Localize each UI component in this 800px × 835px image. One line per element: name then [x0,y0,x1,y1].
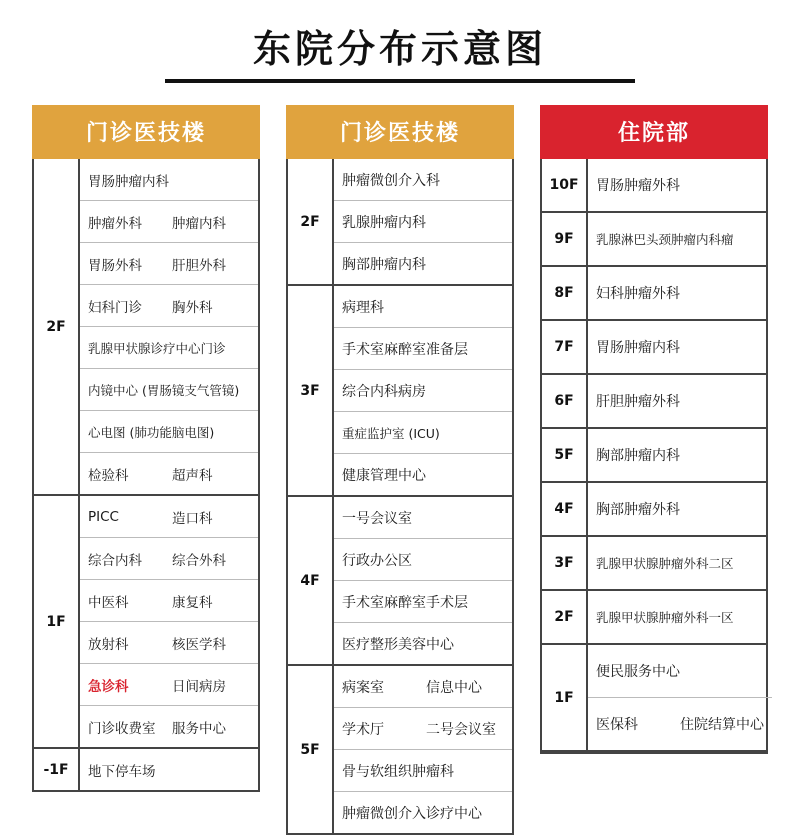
department-row[interactable] [80,496,258,538]
floor-label: 6F [542,375,588,427]
department-name: 乳腺淋巴头颈肿瘤内科瘤 [596,232,734,247]
department-name-secondary: 胸外科 [172,299,213,316]
floor-label: 1F [34,496,80,747]
department-row[interactable] [588,698,772,750]
floor-label: 3F [288,286,334,495]
floor-label: 4F [542,483,588,535]
department-row[interactable] [80,664,258,706]
department-name: 胃肠外科 [88,257,142,274]
floor-rows [334,497,512,664]
department-name: 急诊科 [88,678,129,695]
department-row[interactable] [80,749,258,790]
floor-group [34,496,258,749]
department-name-secondary: 造口科 [172,510,213,527]
department-row[interactable] [334,708,512,750]
floor-label: 9F [542,213,588,265]
department-name-secondary: 二号会议室 [426,721,496,738]
floor-rows [80,496,258,747]
column-header: 门诊医技楼 [286,105,514,159]
department-name: 重症监护室 (ICU) [342,425,440,441]
department-name: 病案室 [342,679,384,696]
department-row[interactable] [334,581,512,623]
department-name-secondary: 核医学科 [172,636,226,653]
department-row[interactable] [80,622,258,664]
floor-label: 1F [542,645,588,750]
floor-rows [588,429,766,481]
department-name: 妇科门诊 [88,299,142,316]
page-title: 东院分布示意图 [252,27,547,71]
floor-group [542,375,766,429]
department-name: 胸部肿瘤内科 [342,256,426,273]
department-row[interactable] [80,411,258,453]
floor-label: -1F [34,749,80,790]
floor-rows [334,159,512,284]
department-name-secondary: 综合外科 [172,552,226,569]
column-body [540,159,768,754]
floor-label: 7F [542,321,588,373]
column-header: 住院部 [540,105,768,159]
department-name: 病理科 [342,299,384,316]
department-name: 行政办公区 [342,552,412,569]
col-outpatient-2 [286,105,514,835]
floor-label: 2F [34,159,80,494]
department-row[interactable] [80,243,258,285]
department-name: 肝胆肿瘤外科 [596,394,680,410]
department-name: 手术室麻醉室手术层 [342,594,468,611]
department-row[interactable] [588,483,766,535]
department-row[interactable] [80,159,258,201]
floor-rows [588,537,766,589]
title-underline [165,79,635,83]
floor-label: 5F [542,429,588,481]
department-row[interactable] [80,538,258,580]
floor-group [288,497,512,666]
department-row[interactable] [588,321,766,373]
department-name: 门诊收费室 [88,720,156,737]
department-name: 胃肠肿瘤内科 [88,173,169,190]
floor-group [542,159,766,213]
department-row[interactable] [80,453,258,494]
department-name: 医疗整形美容中心 [342,636,454,653]
department-row[interactable] [588,213,766,265]
department-name: 医保科 [596,717,638,733]
department-name: 乳腺甲状腺肿瘤外科一区 [596,610,734,625]
department-name: 胸部肿瘤外科 [596,502,680,518]
department-name-secondary: 肝胆外科 [172,257,226,274]
department-name: 综合内科 [88,552,142,569]
department-name-secondary: 信息中心 [426,679,482,696]
department-name: 肿瘤微创介入诊疗中心 [342,805,482,822]
department-name-secondary: 日间病房 [172,678,226,695]
floor-group [542,537,766,591]
floor-rows [80,749,258,790]
department-row[interactable] [80,201,258,243]
department-name: 检验科 [88,467,129,484]
department-name: 妇科肿瘤外科 [596,286,680,302]
floor-label: 2F [542,591,588,643]
floor-group [288,666,512,833]
col-outpatient-1 [32,105,260,792]
department-row[interactable] [334,792,512,833]
floor-group [288,159,512,286]
department-row[interactable] [588,375,766,427]
department-row[interactable] [334,454,512,495]
department-name: 胃肠肿瘤内科 [596,340,680,356]
department-name: 乳腺肿瘤内科 [342,214,426,231]
column-body [286,159,514,835]
department-name: 学术厅 [342,721,384,738]
department-row[interactable] [334,497,512,539]
column-header: 门诊医技楼 [32,105,260,159]
department-name: 骨与软组织肿瘤科 [342,763,454,780]
department-name: 手术室麻醉室准备层 [342,341,468,358]
department-row[interactable] [80,706,258,747]
floor-group [542,213,766,267]
department-row[interactable] [588,159,766,211]
department-name: 一号会议室 [342,510,412,527]
department-row[interactable] [334,243,512,284]
floor-directory-board [0,105,800,835]
floor-group [542,591,766,645]
department-row[interactable] [334,159,512,201]
department-name-secondary: 住院结算中心 [680,717,764,733]
department-name: 便民服务中心 [596,664,680,680]
floor-group [34,159,258,496]
floor-rows [588,591,766,643]
department-row[interactable] [334,370,512,412]
floor-rows [588,213,766,265]
department-row[interactable] [334,412,512,454]
department-row[interactable] [588,537,766,589]
column-body [32,159,260,792]
floor-label: 2F [288,159,334,284]
floor-rows [334,666,512,833]
department-name-secondary: 服务中心 [172,720,226,737]
col-inpatient [540,105,768,754]
department-name: 胸部肿瘤内科 [596,448,680,464]
department-name: 综合内科病房 [342,383,426,400]
department-row[interactable] [588,267,766,319]
department-row[interactable] [334,201,512,243]
department-row[interactable] [334,539,512,581]
department-row[interactable] [80,327,258,369]
floor-group [542,645,766,752]
department-name: 心电图 (肺功能脑电图) [88,424,215,440]
floor-label: 10F [542,159,588,211]
floor-group [542,267,766,321]
department-name: 地下停车场 [88,763,156,780]
department-row[interactable] [80,580,258,622]
department-row[interactable] [80,285,258,327]
department-name: PICC [88,508,119,525]
department-row[interactable] [588,591,766,643]
department-name: 肿瘤外科 [88,215,142,232]
department-name: 内镜中心 (胃肠镜支气管镜) [88,382,240,398]
department-row[interactable] [334,666,512,708]
floor-group [542,321,766,375]
department-name: 乳腺甲状腺诊疗中心门诊 [88,340,226,356]
floor-rows [588,375,766,427]
floor-rows [588,321,766,373]
floor-group [542,429,766,483]
floor-group [542,483,766,537]
floor-rows [588,159,766,211]
department-name-secondary: 超声科 [172,467,213,484]
department-row[interactable] [588,429,766,481]
department-row[interactable] [588,645,772,698]
department-name: 健康管理中心 [342,467,426,484]
floor-rows [80,159,258,494]
department-name: 胃肠肿瘤外科 [596,178,680,194]
floor-rows [334,286,512,495]
department-row[interactable] [334,328,512,370]
floor-label: 4F [288,497,334,664]
floor-rows [588,267,766,319]
department-row[interactable] [80,369,258,411]
floor-group [34,749,258,790]
department-name: 乳腺甲状腺肿瘤外科二区 [596,556,734,571]
department-row[interactable] [334,750,512,792]
department-row[interactable] [334,286,512,328]
floor-rows [588,483,766,535]
floor-rows [588,645,772,750]
floor-label: 3F [542,537,588,589]
floor-label: 8F [542,267,588,319]
department-name: 放射科 [88,636,129,653]
floor-group [288,286,512,497]
department-row[interactable] [334,623,512,664]
department-name: 中医科 [88,594,129,611]
department-name-secondary: 肿瘤内科 [172,215,226,232]
floor-label: 5F [288,666,334,833]
department-name-secondary: 康复科 [172,594,213,611]
department-name: 肿瘤微创介入科 [342,172,440,189]
